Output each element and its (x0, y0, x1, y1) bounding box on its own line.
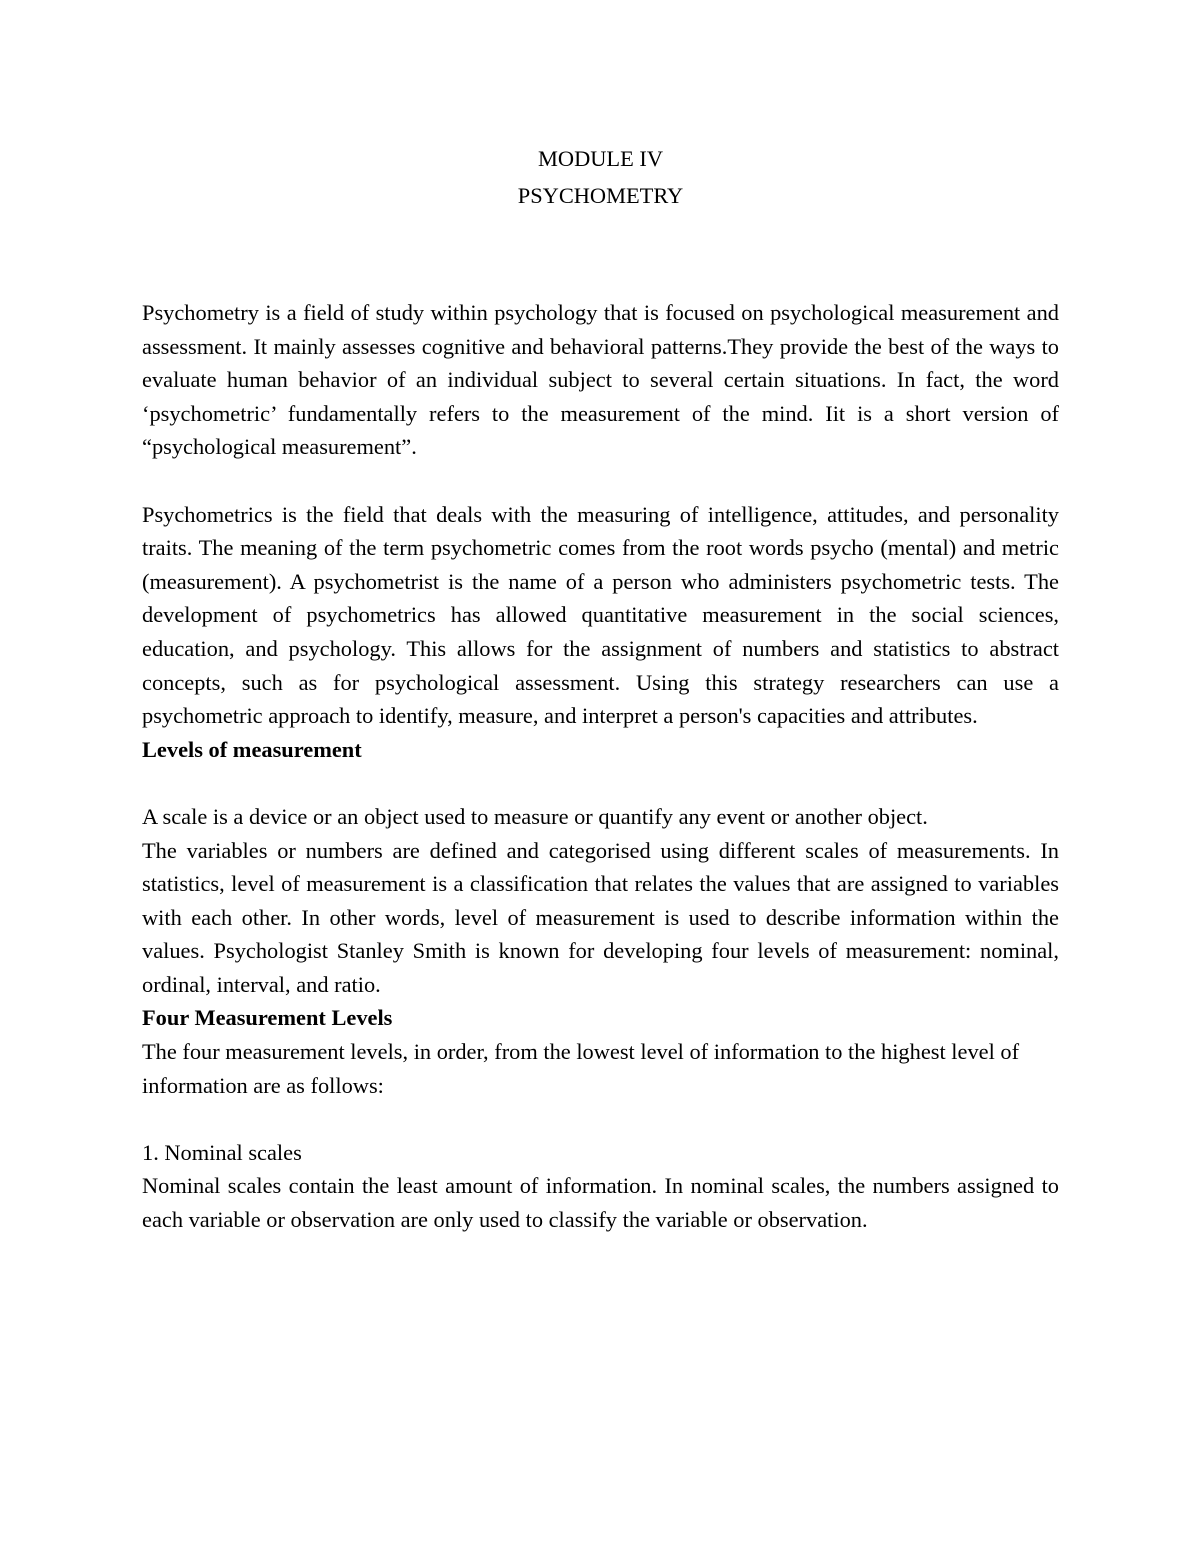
nominal-scales-text: Nominal scales contain the least amount of information. In nominal scales, the numbers assigned to each variable or observation are only used to classify the variable or observation. (142, 1173, 1059, 1233)
levels-heading: Levels of measurement (142, 736, 362, 762)
module-title: MODULE IV (538, 146, 663, 171)
document-page (142, 140, 1059, 1237)
title-block (142, 140, 1059, 214)
scale-definition-line: A scale is a device or an object used to measure or quantify any event or another object. (142, 803, 928, 829)
levels-paragraph: The variables or numbers are defined and categorised using different scales of measurements. In statistics, level of measurement is a classification that relates the values that are assigned to variables with each other. In other words, level of measurement is used to describe information within the values. Psychologist Stanley Smith is known for developing four levels of measurement: nominal, ordinal, interval, and ratio. (142, 837, 1059, 997)
psychometrics-paragraph: Psychometrics is the field that deals with the measuring of intelligence, attitudes, and personality traits. The meaning of the term psychometric comes from the root words psycho (mental) and metric (measurement). A psychometrist is the name of a person who administers psychometric tests. The development of psychometrics has allowed quantitative measurement in the social sciences, education, and psychology. This allows for the assignment of numbers and statistics to abstract concepts, such as for psychological assessment. Using this strategy researchers can use a psychometric approach to identify, measure, and interpret a person's capacities and attributes. (142, 501, 1059, 729)
four-levels-heading: Four Measurement Levels (142, 1005, 393, 1031)
subject-title: PSYCHOMETRY (517, 183, 684, 208)
nominal-scales-title: 1. Nominal scales (142, 1139, 302, 1165)
intro-paragraph: Psychometry is a field of study within psychology that is focused on psychological measurement and assessment. It mainly assesses cognitive and behavioral patterns.They provide the best of the ways to evaluate human behavior of an individual subject to several certain situations. In fact, the word ‘psychometric’ fundamentally refers to the measurement of the mind. Iit is a short version of “psychological measurement”. (142, 300, 1059, 460)
four-levels-intro: The four measurement levels, in order, from the lowest level of information to the highest level of information are as follows: (142, 1039, 1020, 1098)
